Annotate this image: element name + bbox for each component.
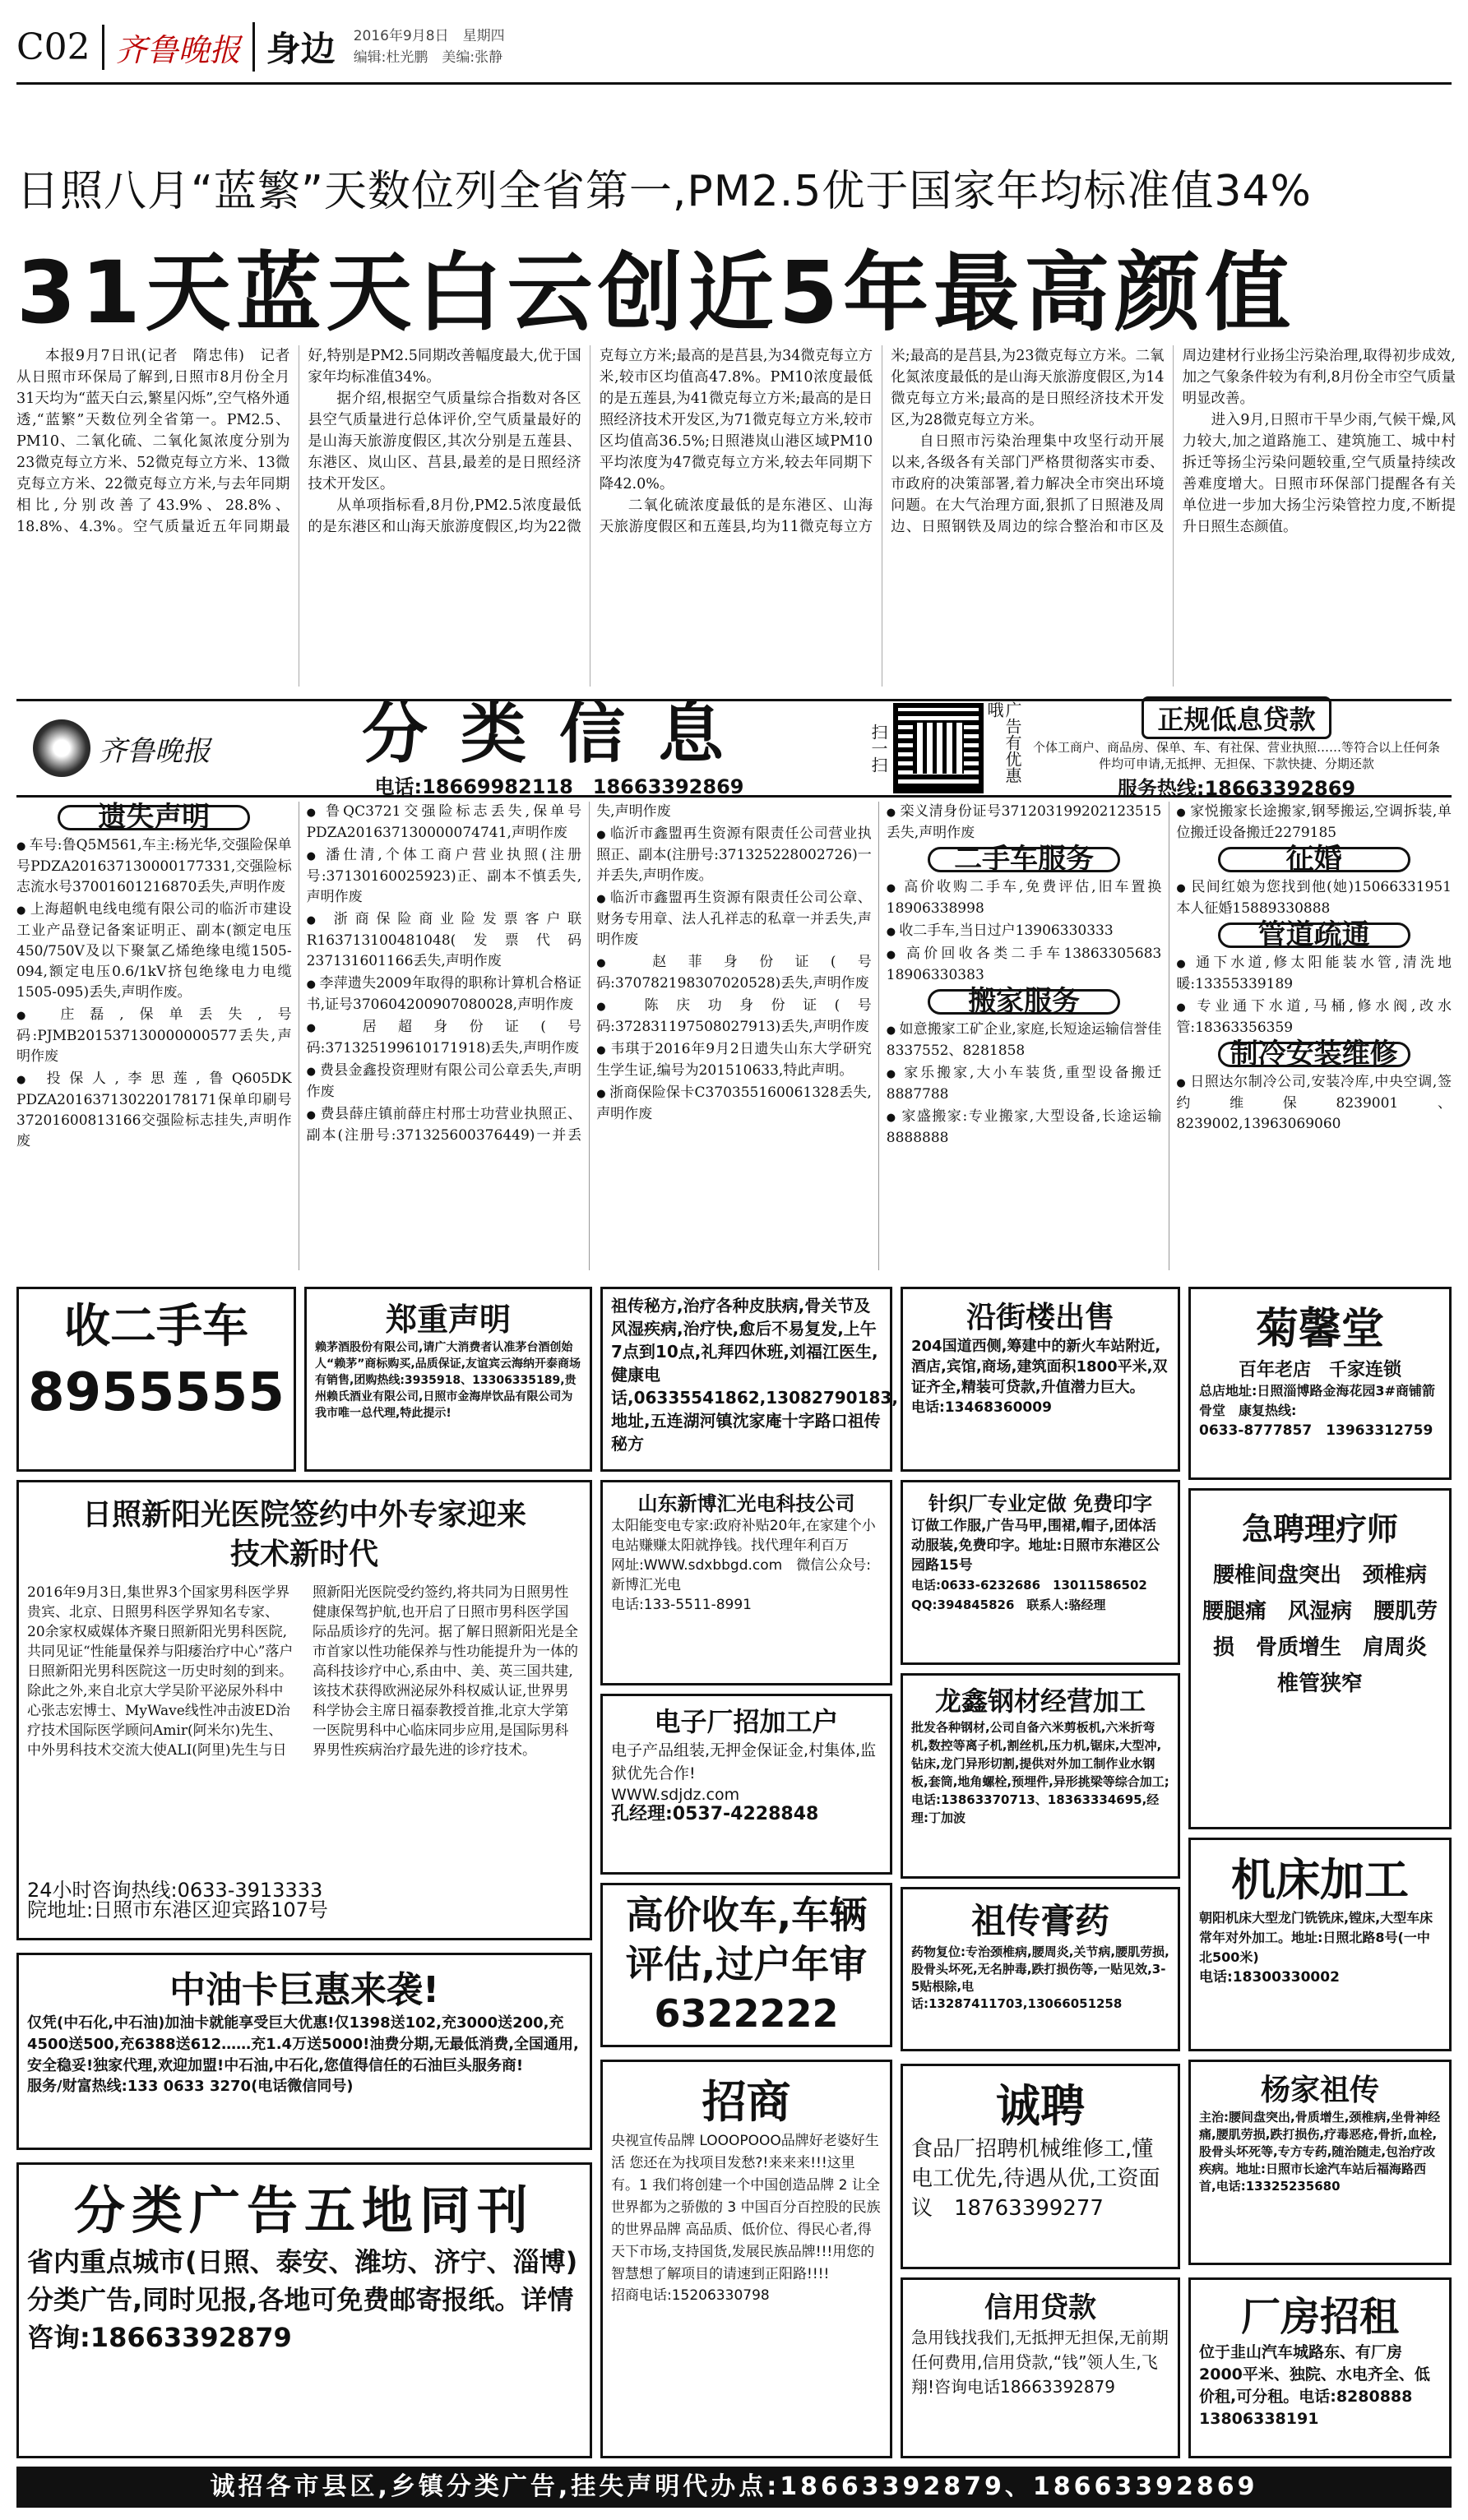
ad-slogan: 百年老店 千家连锁 [1238, 1360, 1401, 1380]
ad-herbal [600, 1287, 898, 1472]
ad-text: 主治:腰间盘突出,骨质增生,颈椎病,坐骨神经痛,腰肌劳损,跌打损伤,疗毒恶疮,骨折,血栓,股骨头坏死等,专方专药,随治随走,包治疗改疾病。地址:日照市长途汽车站后福海路西首,电话:13325235680 [1199, 2110, 1441, 2194]
ad-title: 针织厂专业定做 免费印字 [928, 1492, 1153, 1515]
classified-item: ● 居超身份证(号码:371325199610171918)丢失,声明作废 [307, 1017, 582, 1059]
classified-heading: 制冷安装维修 [1218, 1042, 1410, 1067]
classified-heading: 搬家服务 [928, 989, 1120, 1015]
ad-phone: 孔经理:0537-4228848 [611, 1804, 819, 1824]
ad-title: 分类广告五地同刊 [73, 2180, 535, 2240]
ad-text: 电子产品组装,无押金保证金,村集体,监狱优先合作! [611, 1741, 877, 1782]
page-number: C02 [16, 25, 90, 68]
article-paragraph: 本报9月7日讯(记者 隋忠伟) 记者从日照市环保局了解到,日照市8月份全月31天均为“蓝天白云,繁星闪烁”,空气格外通透,“蓝繁”天数位列全省第一。PM2.5、PM10、二氧化硫、二氧化氮浓度分别为23微克每立方米、52微克每立方米、13微克每立方米、22微克每立方米,与去年同期相比,分别改善了43.9%、28.8%、18.8%、4.3%。空气质量近五年同期最好,特别是PM2.5同期改善幅度最大,优于国家年均标准值34%。 [16, 348, 581, 535]
ad-statement [304, 1287, 592, 1472]
classified-item: ● 费县薛庄镇前薛庄村邢士功营业执照正、副本(注册号:371325600376449)一并丢失,声明作废 [307, 802, 872, 1152]
classified-item: ● 车号:鲁Q5M561,车主:杨光华,交强险保单号PDZA201637130000177331,交强险标志流水号37001601216870丢失,声明作废 [16, 835, 292, 898]
ad-title: 机床加工 [1231, 1854, 1409, 1906]
ad-phone: 0633-8777857 13963312759 [1199, 1422, 1433, 1439]
classified-item: ● 高价回收各类二手车13863305683 18906330383 [887, 944, 1162, 986]
article-paragraph: 据介绍,根据空气质量综合指数对各区县空气质量进行总体评价,空气质量最好的是山海天旅游度假区,其次分别是五莲县、东港区、岚山区、莒县,最差的是日照经济技术开发区。 [308, 391, 581, 492]
banner-phone: 电话:18669982118 18663392869 [374, 774, 744, 798]
ad-title: 诚聘 [996, 2080, 1085, 2132]
ad-electronics [600, 1694, 892, 1875]
ad-text: 药物复位:专治颈椎病,腰周炎,关节病,腰肌劳损,股骨头坏死,无名肿毒,跌打损伤等,一贴见效,3-5贴根除,电话:13287411703,13066051258 [911, 1944, 1169, 2011]
ad-five-cities [16, 2162, 592, 2458]
classified-item: ● 家悦搬家长途搬家,钢琴搬运,空调拆装,单位搬迁设备搬迁2279185 [1176, 802, 1452, 844]
banner-logo [16, 703, 263, 793]
ad-phone: 8955555 [28, 1362, 285, 1423]
ad-phone: 服务/财富热线:133 0633 3270(电话微信同号) [27, 2078, 354, 2095]
ad-building-sale [901, 1287, 1180, 1472]
classified-item: ● 投保人,李思莲,鲁Q605DK PDZA201637130220178171保单印刷号37201600813166交强险标志挂失,声明作废 [16, 1069, 292, 1152]
ad-title: 山东新博汇光电科技公司 [637, 1492, 855, 1515]
banner-title: 分类信息 [362, 695, 757, 772]
classified-item: ● 专业通下水道,马桶,修水阀,改水管:18363356359 [1176, 996, 1452, 1038]
classified-item: ● 日照达尔制冷公司,安装冷库,中央空调,签约维保8239001、8239002,13963069060 [1176, 1072, 1452, 1135]
classified-item: ● 陈庆功身份证(号码:372831197508027913)丢失,声明作废 [596, 996, 872, 1038]
classified-item: ● 韦琪于2016年9月2日遗失山东大学研究生学生证,编号为201510633,特此声明。 [596, 1039, 872, 1081]
ad-fuel-card [16, 1953, 592, 2150]
classified-item: ● 庄磊,保单丢失,号码:PJMB201537130000000577丢失,声明作废 [16, 1005, 292, 1067]
ad-title: 高价收车,车辆评估,过户年审6322222 [625, 1893, 868, 2036]
ad-car-buy [600, 1883, 892, 2047]
ad-text: 位于韭山汽车城路东、有厂房2000平米、独院、水电齐全、低价租,可分租。电话:8280888 13806338191 [1199, 2343, 1430, 2428]
ad-investment [600, 2060, 892, 2458]
classified-item: ● 收二手车,当日过户13906330333 [887, 921, 1162, 942]
ad-phone: 招商电话:15206330798 [611, 2287, 770, 2304]
scan-label: 扫一扫 [868, 724, 888, 773]
logo-emblem-icon [33, 719, 90, 777]
classified-banner [16, 695, 1452, 800]
ad-text: 赖茅酒股份有限公司,请广大消费者认准茅台酒创始人“赖茅”商标购买,品质保证,友谊宾云海纳开泰商场有销售,团购热线:3935918、13306335189,贵州赖氏酒业有限公司,日照市金海岸饮品有限公司为我市唯一总代理,特此提示! [315, 1341, 581, 1420]
ad-title: 信用贷款 [984, 2291, 1096, 2324]
ad-text: 食品厂招聘机械维修工,懂电工优先,待遇从优,工资面议 18763399277 [911, 2137, 1160, 2221]
classified-item: ● 民间红娘为您找到他(她)15066331951 本人征婚15889330888 [1176, 877, 1452, 919]
classified-heading: 遗失声明 [58, 805, 250, 830]
header-meta [354, 25, 505, 68]
ad-plaster [901, 1887, 1180, 2051]
ad-title: 菊馨堂 [1255, 1304, 1384, 1354]
ad-text: 204国道西侧,筹建中的新火车站附近,酒店,宾馆,商场,建筑面积1800平米,双证齐全,精装可贷款,升值潜力巨大。 [911, 1338, 1168, 1396]
classified-item: ● 栾义清身份证号371203199202123515丢失,声明作废 [887, 802, 1162, 844]
ad-therapist [1188, 1488, 1452, 1829]
ad-title: 收二手车 [64, 1300, 248, 1353]
classified-item: ● 家乐搬家,大小车装货,重型设备搬迁8887788 [887, 1063, 1162, 1105]
ad-title: 郑重声明 [385, 1302, 511, 1338]
article-paragraph: 进入9月,日照市干旱少雨,气候干燥,风力较大,加之道路施工、建筑施工、城中村拆迁等扬尘污染问题较重,空气质量持续改善难度增大。日照市环保部门提醒各有关单位进一步加大扬尘污染管控力度,不断提升日照生态颜值。 [1182, 412, 1456, 535]
ad-title: 祖传膏药 [970, 1901, 1109, 1941]
classified-item: ● 潘仕清,个体工商户营业执照(注册号:37130160025923)正、副本不慎丢失,声明作废 [307, 845, 582, 908]
header-rule [16, 82, 1452, 85]
classified-item: ● 家盛搬家:专业搬家,大型设备,长途运输8888888 [887, 1107, 1162, 1149]
ad-text: 太阳能变电专家:政府补贴20年,在家建个小电站赚赚太阳就挣钱。找代理年利百万 [611, 1518, 876, 1554]
classified-heading: 征婚 [1218, 847, 1410, 872]
footer-bar: 诚招各市县区,乡镇分类广告,挂失声明代办点:18663392879、18663392869 [16, 2467, 1452, 2508]
issue-date: 2016年9月8日 星期四 [353, 28, 505, 44]
ad-hotline: 24小时咨询热线:0633-3913333 [27, 1879, 323, 1902]
classified-listings [16, 801, 1466, 1270]
ad-knitting [901, 1480, 1180, 1665]
article-paragraph: 自日照市污染治理集中攻坚行动开展以来,各级各有关部门严格贯彻落实市委、市政府的决策部署,着力解决全市突出环境问题。在大气治理方面,狠抓了日照港及周边、日照钢铁及周边的综合整治和市区及周边建材行业扬尘污染治理,取得初步成效,加之气象条件较为有利,8月份全市空气质量明显改善。 [891, 348, 1456, 535]
ad-text: 祖传秘方,治疗各种皮肤病,骨关节及风湿疾病,治疗快,愈后不易复发,上午7点到10点,礼拜四休班,刘福江医生,健康电话,06335541862,13082790183,地址,五连湖河镇沈家庵十字路口祖传秘方 [611, 1296, 898, 1454]
classified-item: ● 临沂市鑫盟再生资源有限责任公司公章、财务专用章、法人孔祥志的私章一并丢失,声明作废 [596, 888, 872, 950]
ad-title: 急聘理疗师 [1241, 1511, 1398, 1547]
ad-yang-family [1188, 2060, 1452, 2265]
ad-text: 急用钱找我们,无抵押无担保,无前期任何费用,信用贷款,“钱”领人生,飞翔!咨询电话18663392879 [911, 2328, 1169, 2397]
ad-title: 杨家祖传 [1260, 2074, 1379, 2107]
classified-item: ● 浙商保险商业险发票客户联R163713100481048(发票代码237131601166丢失,声明作废 [307, 909, 582, 972]
ad-title: 电子厂招加工户 [654, 1706, 839, 1737]
classified-item: ● 上海超帆电线电缆有限公司的临沂市建设工业产品登记备案证明正、副本(额定电压450/750V及以下聚氯乙烯绝缘电缆1505-094,额定电压0.6/1kV挤包绝缘电力电缆1505-095)丢失,声明作废。 [16, 899, 292, 1003]
brand-logo: 齐鲁晚报 [102, 25, 241, 70]
ad-phone: 电话:18300330002 [1199, 1969, 1340, 1986]
ad-title: 厂房招租 [1240, 2294, 1399, 2340]
ad-web: WWW.sdjdz.com [611, 1786, 740, 1804]
article-paragraph: 从单项指标看,8月份,PM2.5浓度最低的是东港区和山海天旅游度假区,均为22微克每立方米;最高的是莒县,为34微克每立方米,较市区均值高47.8%。PM10浓度最低的是五莲县,为41微克每立方米;最高的是日照经济技术开发区,为71微克每立方米,较市区均值高36.5%;日照港岚山港区域PM10平均浓度为47微克每立方米,较去年同期下降42.0%。 [308, 348, 873, 535]
loan-desc: 个体工商户、商品房、保单、车、有社保、营业执照……等符合以上任何条件均可申请,无抵押、无担保、下款快捷、分期还款 [1032, 739, 1440, 771]
ad-title: 龙鑫钢材经营加工 [934, 1685, 1146, 1717]
ad-text: 订做工作服,广告马甲,围裙,帽子,团体活动服装,免费印字。地址:日照市东港区公园路15号 [911, 1518, 1160, 1574]
main-headline: 31天蓝天白云创近5年最高颜值 [16, 243, 1296, 343]
classified-item: ● 赵菲身份证(号码:370782198307020528)丢失,声明作废 [596, 952, 872, 994]
ad-phone: 电话:13468360009 [911, 1399, 1052, 1416]
ad-phone: 电话:0633-6232686 13011586502 QQ:394845826 联系人:骆经理 [911, 1578, 1160, 1612]
ad-title: 招商 [702, 2076, 791, 2128]
ad-text: 腰椎间盘突出 颈椎病 腰腿痛 风湿病 腰肌劳损 骨质增生 肩周炎 椎管狭窄 [1202, 1563, 1449, 1696]
section-title: 身边 [252, 22, 336, 72]
classified-item: ● 临沂市鑫盟再生资源有限责任公司营业执照正、副本(注册号:371325228002726)一并丢失,声明作废。 [596, 824, 872, 886]
page-header [16, 18, 505, 76]
classified-heading: 管道疏通 [1218, 922, 1410, 948]
ad-text: 省内重点城市(日照、泰安、潍坊、济宁、淄博)分类广告,同时见报,各地可免费邮寄报纸。详情咨询:18663392879 [27, 2246, 578, 2353]
classified-item: ● 费县金鑫投资理财有限公司公章丢失,声明作废 [307, 1061, 582, 1103]
loan-hotline: 服务热线:18663392869 [1117, 776, 1356, 800]
ad-used-car [16, 1287, 296, 1472]
banner-title-block [263, 695, 855, 799]
ad-solar [600, 1480, 892, 1685]
ad-steel [901, 1673, 1180, 1879]
ad-phone: 电话:133-5511-8991 [611, 1597, 752, 1613]
classified-item: ● 李萍遗失2009年取得的职称计算机合格证书,证号370604200907080028,声明作废 [307, 973, 582, 1015]
classified-heading: 二手车服务 [928, 847, 1120, 872]
wechat-label: 广告有优惠哦 [984, 701, 1022, 784]
lead-article [16, 345, 1456, 687]
ad-hospital [16, 1480, 592, 1940]
ad-title: 中油卡巨惠来袭! [169, 1969, 440, 2011]
ad-juxintang [1188, 1287, 1452, 1480]
ad-text: 仅凭(中石化,中石油)加油卡就能享受巨大优惠!仅1398送102,充3000送200,充4500送500,充6388送612……充1.4万送5000!油费分期,无最低消费,全国通用,安全稳妥!独家代理,欢迎加盟!中石油,中石化,您值得信任的石油巨头服务商! [27, 2014, 579, 2074]
ad-text: 央视宣传品牌 LOOOPOOO品牌好老婆好生活 您还在为找项目发愁?!来来来!!!这里有。1 我们将创建一个中国创造品牌 2 让全世界都为之骄傲的 3 中国百分百控股的民族的世界品牌 高品质、低价位、得民心者,得天下市场,支持国货,发展民族品牌!!!用您的智慧想了解项目的请速到正阳路!!!! [611, 2133, 881, 2282]
sub-headline: 日照八月“蓝繁”天数位列全省第一,PM2.5优于国家年均标准值34% [16, 167, 1312, 216]
ad-text: 2016年9月3日,集世界3个国家男科医学界贵宾、北京、日照男科医学界知名专家、20余家权威媒体齐聚日照新阳光男科医院,共同见证“性能量保养与阳痿治疗中心”落户日照新阳光男科医院这一历史时刻的到来。除此之外,来自北京大学吴阶平泌尿外科中心张志宏博士、MyWave线性冲击波ED治疗技术国际医学顾问Amir(阿米尔)先生、中外男科技术交流大使ALI(阿里)先生与日照新阳光医院受约签约,将共同为日照男性健康保驾护航,也开启了日照市男科医学国际品质诊疗的先河。据了解日照新阳光是全市首家以性功能保养与性功能提升为一体的高科技诊疗中心,系由中、美、英三国共建,该技术获得欧洲泌尿外科权威认证,世界男科学协会主席日福泰教授首推,北京大学第一医院男科中心临床同步应用,是国际男科界男性疾病治疗最先进的诊疗技术。 [27, 1584, 578, 1759]
classified-item: ● 高价收购二手车,免费评估,旧车置换18906338998 [887, 877, 1162, 919]
ad-title: 沿街楼出售 [966, 1301, 1114, 1334]
classified-item: ● 通下水道,修太阳能装水管,清洗地暖:13355339189 [1176, 953, 1452, 995]
classified-item: ● 鲁QC3721交强险标志丢失,保单号PDZA201637130000074741,声明作废 [307, 802, 582, 844]
ad-address: 院地址:日照市东港区迎宾路107号 [27, 1898, 328, 1921]
ad-text: 批发各种钢材,公司自备六米剪板机,六米折弯机,数控等离子机,割丝机,压力机,锯床,大型冲,钻床,龙门异形切割,提供对外加工制作业水钢板,套筒,地角螺栓,预埋件,异形挑梁等综合加工;电话:13863370713、18363334695,经理:丁加波 [911, 1720, 1169, 1825]
ad-text: 朝阳机床大型龙门铣铣床,镗床,大型车床常年对外加工。地址:日照北路8号(一中北500米) [1199, 1910, 1433, 1965]
ad-title: 日照新阳光医院签约中外专家迎来技术新时代 [81, 1498, 526, 1571]
banner-logo-text: 齐鲁晚报 [99, 734, 211, 768]
editors-line: 编辑:杜光鹏 美编:张静 [353, 49, 503, 66]
classified-item: ● 浙商保险保卡C370355160061328丢失,声明作废 [596, 1083, 872, 1125]
ad-factory-rent [1188, 2277, 1452, 2458]
loan-ad [1021, 693, 1452, 804]
article-paragraph: 二氧化硫浓度最低的是东港区、山海天旅游度假区和五莲县,均为11微克每立方米;最高的是莒县,为23微克每立方米。二氧化氮浓度最低的是山海天旅游度假区,为14微克每立方米;最高的是日照经济技术开发区,为28微克每立方米。 [599, 348, 1165, 535]
ad-web: 网址:WWW.sdxbbgd.com 微信公众号:新博汇光电 [611, 1557, 871, 1593]
ad-hiring [901, 2064, 1180, 2269]
ad-machine [1188, 1838, 1452, 2051]
ad-credit-loan [901, 2277, 1180, 2458]
loan-title: 正规低息贷款 [1142, 696, 1331, 739]
qr-code-icon[interactable] [893, 703, 984, 793]
ad-address: 总店地址:日照淄博路金海花园3#商铺箭骨堂 康复热线: [1199, 1383, 1435, 1418]
classified-item: ● 如意搬家工矿企业,家庭,长短途运输信誉佳8337552、8281858 [887, 1020, 1162, 1061]
